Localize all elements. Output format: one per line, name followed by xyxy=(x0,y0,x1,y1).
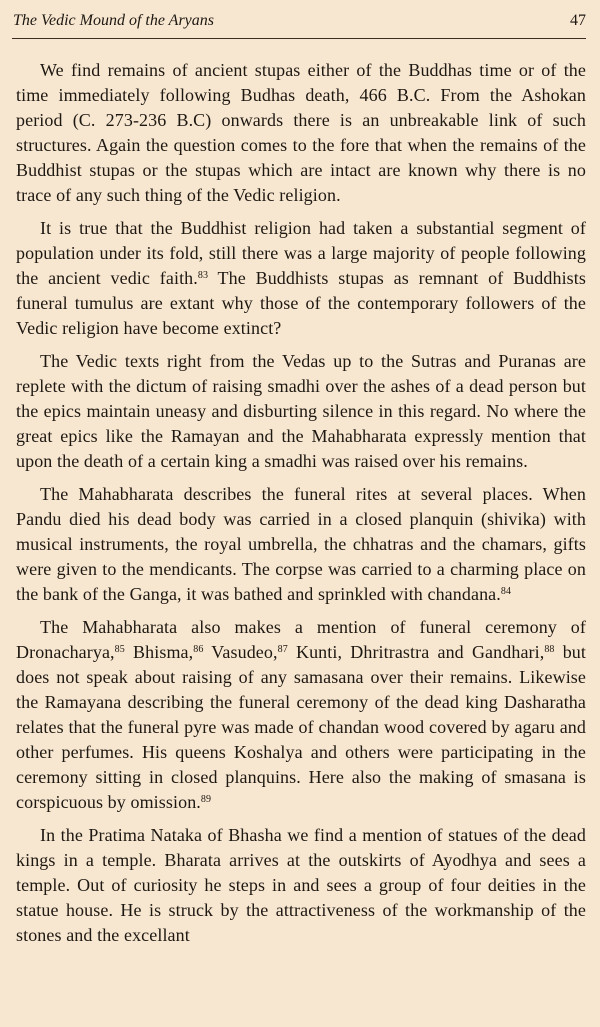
paragraph xyxy=(16,615,586,815)
footnote-ref: 84 xyxy=(500,586,512,597)
paragraph: In the Pratima Nataka of Bhasha we find a mention of statues of the dead kings in a temple. Bharata arrives at the outskirts of Ayodhya and sees a temple. Out of curiosity he steps in and sees a group of four deities in the statue house. He is struck by the attractiveness of the workmanship of the stones and the excellant xyxy=(16,825,586,945)
paragraph-text: Kunti, Dhritrastra and Gandhari, xyxy=(287,642,545,662)
paragraph-text: The Mahabharata also makes a mention of funeral ceremony of Dronacharya, xyxy=(16,617,586,662)
footnote-ref: 83 xyxy=(197,270,209,281)
page-number: 47 xyxy=(570,12,586,29)
running-title: The Vedic Mound of the Aryans xyxy=(13,12,215,29)
page-header xyxy=(13,12,586,30)
footnote-ref: 89 xyxy=(200,794,212,805)
paragraph: The Vedic texts right from the Vedas up to the Sutras and Puranas are replete with the dictum of raising smadhi over the ashes of a dead person but the epics maintain uneasy and disburting silence in this regard. No where the great epics like the Ramayan and the Mahabharata expressly mention that upon the death of a certain king a smadhi was raised over his remains. xyxy=(16,351,586,471)
paragraph-text: Vasudeo, xyxy=(203,642,278,662)
body-text xyxy=(16,58,586,956)
footnote-ref: 87 xyxy=(277,644,288,655)
footnote-ref: 88 xyxy=(544,644,555,655)
paragraph-text: It is true that the Buddhist religion had taken a substantial segment of population under its fold, still there was a large majority of people following the ancient vedic faith. xyxy=(16,218,586,288)
footnote-ref: 86 xyxy=(193,644,204,655)
paragraph-text: Bhisma, xyxy=(124,642,194,662)
header-rule xyxy=(12,38,586,39)
paragraph-text: but does not speak about raising of any samasana over their remains. Likewise the Ramayana describing the funeral ceremony of the dead king Dasharatha relates that the funeral pyre was made of chandan wood covered by agaru and other perfumes. His queens Koshalya and others were participating in the ceremony sitting in closed planquins. Here also the making of smasana is corspicuous by omission. xyxy=(16,642,587,812)
footnote-ref: 85 xyxy=(114,644,125,655)
paragraph xyxy=(16,482,586,607)
paragraph xyxy=(16,216,586,341)
paragraph-text: The Mahabharata describes the funeral rites at several places. When Pandu died his dead body was carried in a closed planquin (shivika) with musical instruments, the royal umbrella, the chhatras and the chamars, gifts were given to the mendicants. The corpse was carried to a charming place on the bank of the Ganga, it was bathed and sprinkled with chandana. xyxy=(16,484,586,604)
paragraph-text: The Buddhists stupas as remnant of Buddhists funeral tumulus are extant why those of the contemporary followers of the Vedic religion have become extinct? xyxy=(16,268,586,338)
paragraph: We find remains of ancient stupas either of the Buddhas time or of the time immediately following Budhas death, 466 B.C. From the Ashokan period (C. 273-236 B.C) onwards there is an unbreakable link of such structures. Again the question comes to the fore that when the remains of the Buddhist stupas or the stupas which are intact are known why there is no trace of any such thing of the Vedic religion. xyxy=(16,60,586,205)
